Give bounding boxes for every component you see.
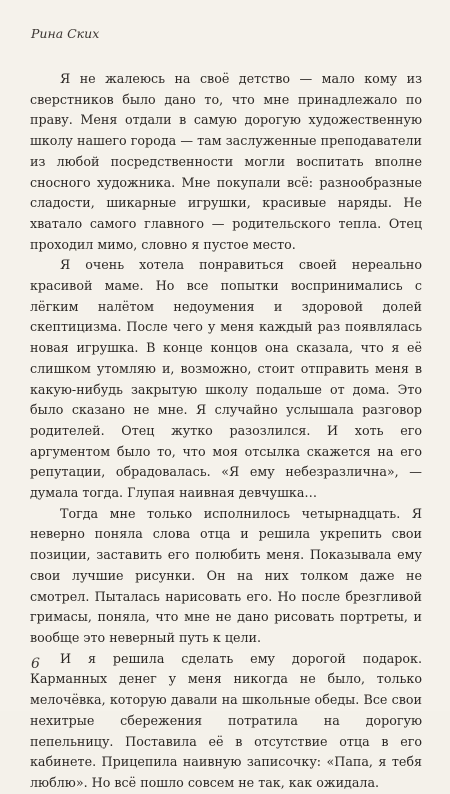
body-text (30, 69, 422, 794)
paragraph: И я решила сделать ему дорогой подарок. Карманных денег у меня никогда не было, только мелочёвка, которую давали на школьные обеды. Все свои нехитрые сбережения потратила на дорогую пепельницу. Поставила её в отсутствие отца в его кабинете. Прицепила наивную записочку: «Папа, я тебя люблю». Но всё пошло совсем не так, как ожидала. (30, 650, 422, 790)
paragraph: Тогда мне только исполнилось четырнадцать. Я неверно поняла слова отца и решила укрепить свои позиции, заставить его полюбить меня. Показывала ему свои лучшие рисунки. Он на них толком даже не смотрел. Пыталась нарисовать его. Но после брезгливой гримасы, поняла, что мне не дано рисовать портреты, и вообще это неверный путь к цели. (30, 505, 422, 645)
page-number: 6 (31, 656, 40, 672)
paragraph: Я очень хотела понравиться своей нереально красивой маме. Но все попытки воспринимались с лёгким налётом недоумения и здоровой долей скептицизма. После чего у меня каждый раз появлялась новая игрушка. В конце концов она сказала, что я её слишком утомляю и, возможно, стоит отправить меня в какую-нибудь закрытую школу подальше от дома. Это было сказано не мне. Я случайно услышала разговор родителей. Отец жутко разозлился. И хоть его аргументом было то, что моя отсылка скажется на его репутации, обрадовалась. «Я ему небезразлична», — думала тогда. Глупая наивная девчушка… (30, 257, 422, 501)
running-head-author: Рина Ских (31, 26, 100, 41)
paragraph: Я не жалеюсь на своё детство — мало кому из сверстников было дано то, что мне принадлежало по праву. Меня отдали в самую дорогую художественную школу нашего города — там заслуженные преподаватели из любой посредственности могли воспитать вполне сносного художника. Мне покупали всё: разнообразные сладости, шикарные игрушки, красивые наряды. Не хватало самого главного — родительского тепла. Отец проходил мимо, словно я пустое место. (30, 71, 422, 252)
